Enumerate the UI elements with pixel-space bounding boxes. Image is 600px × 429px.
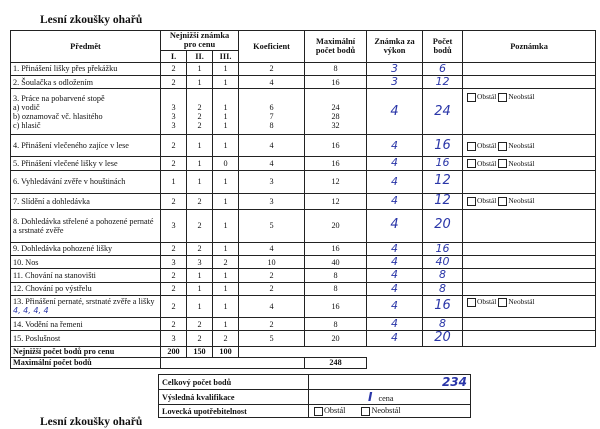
cell-coefficient: 2 (239, 62, 305, 75)
cell-points[interactable]: 16 (423, 242, 463, 255)
neobstal-checkbox[interactable] (498, 93, 507, 102)
cell-coefficient: 4 (239, 76, 305, 89)
neobstal-label: Neobstál (508, 92, 535, 102)
cell-coefficient: 5 (239, 209, 305, 242)
total-points-value: 234 (441, 375, 467, 389)
total-points-label: Celkový počet bodů (159, 375, 309, 390)
cell-coefficient: 4 (239, 135, 305, 157)
cell-coefficient: 2 (239, 282, 305, 295)
cell-note[interactable] (463, 269, 596, 282)
cell-min-iii: 1 (213, 76, 239, 89)
cell-points[interactable]: 8 (423, 282, 463, 295)
cell-grade[interactable]: 4 (367, 170, 423, 193)
row-label: 2. Šoulačka s odložením (11, 76, 161, 89)
cell-max: 16 (305, 157, 367, 170)
neobstal-label: Neobstál (508, 196, 535, 206)
min-points-iii: 100 (213, 346, 239, 357)
cell-max: 20 (305, 331, 367, 347)
cell-max: 16 (305, 296, 367, 318)
cell-coefficient: 10 (239, 256, 305, 269)
obstal-checkbox[interactable] (467, 142, 476, 151)
cell-min-ii: 1 (187, 170, 213, 193)
header-coefficient: Koeficient (239, 31, 305, 63)
cell-min-iii: 2 (213, 256, 239, 269)
cell-grade[interactable]: 3 (367, 76, 423, 89)
cell-min-iii: 1 (213, 296, 239, 318)
cell-points[interactable]: 8 (423, 269, 463, 282)
obstal-label: Obstál (477, 141, 497, 151)
header-subject: Předmět (11, 31, 161, 63)
row-label: 10. Nos (11, 256, 161, 269)
cell-min-ii: 2 (187, 242, 213, 255)
table-row (11, 282, 596, 295)
table-row (11, 296, 596, 318)
table-row (11, 256, 596, 269)
obstal-checkbox[interactable] (467, 93, 476, 102)
header-max-points: Maximální počet bodů (305, 31, 367, 63)
neobstal-label: Neobstál (508, 158, 535, 168)
table-row (11, 209, 596, 242)
cell-min-iii: 1 (213, 282, 239, 295)
cell-min-i: 3 (161, 256, 187, 269)
cell-max: 8 (305, 62, 367, 75)
row-label: 15. Poslušnost (11, 331, 161, 347)
cell-min-i: 3 (161, 209, 187, 242)
row-label (11, 89, 161, 135)
min-points-row (11, 346, 596, 357)
cell-points[interactable]: 40 (423, 256, 463, 269)
cell-max: 16 (305, 76, 367, 89)
cell-min-ii: 1 (187, 76, 213, 89)
min-points-label: Nejnižší počet bodů pro cenu (11, 346, 161, 357)
cell-grade[interactable]: 4 (367, 193, 423, 209)
cell-min-ii: 3 (187, 256, 213, 269)
cell-min-i: 2 (161, 193, 187, 209)
cell-min-iii: 1 (213, 242, 239, 255)
cell-min-iii: 1 (213, 318, 239, 331)
cell-coefficient: 2 (239, 269, 305, 282)
cell-note[interactable] (463, 242, 596, 255)
obstal-label: Obstál (477, 92, 497, 102)
row-label: 11. Chování na stanovišti (11, 269, 161, 282)
cell-min-i: 3 (161, 331, 187, 347)
row-sublabel: b) oznamovač vč. hlasitého (13, 111, 103, 121)
next-page-title: Lesní zkoušky ohařů (40, 416, 143, 428)
cell-max: 20 (305, 209, 367, 242)
cell-min-i: 2 (161, 296, 187, 318)
cell-max: 16 (305, 135, 367, 157)
cell-grade[interactable]: 4 (367, 296, 423, 318)
row-label-main: 13. Přinášení pernaté, srstnaté zvěře a lišky (13, 296, 155, 306)
cell-min-iii: 1 1 1 (213, 89, 239, 135)
neobstal-label: Neobstál (508, 141, 535, 151)
cell-min-ii: 2 (187, 209, 213, 242)
cell-min-i: 2 (161, 242, 187, 255)
header-grade-i: I. (161, 50, 187, 62)
cell-points[interactable]: 16 (423, 296, 463, 318)
cell-note[interactable] (463, 318, 596, 331)
cell-grade[interactable]: 4 (367, 89, 423, 135)
table-row (11, 170, 596, 193)
cell-note[interactable] (463, 62, 596, 75)
cell-grade[interactable]: 4 (367, 242, 423, 255)
cell-points[interactable]: 20 (423, 209, 463, 242)
qualification-suffix: cena (378, 394, 394, 403)
row-label: 4. Přinášení vlečeného zajíce v lese (11, 135, 161, 157)
header-grade: Známka za výkon (367, 31, 423, 63)
table-row (11, 89, 596, 135)
cell-min-ii: 1 (187, 62, 213, 75)
neobstal-checkbox[interactable] (498, 159, 507, 168)
cell-points[interactable]: 6 (423, 62, 463, 75)
cell-min-iii: 1 (213, 193, 239, 209)
cell-points[interactable]: 24 (423, 89, 463, 135)
total-points-cell[interactable] (309, 375, 471, 390)
cell-grade[interactable]: 4 (367, 256, 423, 269)
cell-coefficient: 5 (239, 331, 305, 347)
cell-note (463, 89, 596, 135)
table-row (11, 242, 596, 255)
cell-note (463, 193, 596, 209)
obstal-label: Obstál (477, 196, 497, 206)
score-table (10, 30, 596, 369)
cell-note[interactable] (463, 76, 596, 89)
cell-grade[interactable]: 4 (367, 135, 423, 157)
cell-min-iii: 2 (213, 331, 239, 347)
qualification-label: Výsledná kvalifikace (159, 390, 309, 405)
cell-min-iii: 1 (213, 269, 239, 282)
cell-min-iii: 1 (213, 135, 239, 157)
usability-label: Lovecká upotřebitelnost (159, 405, 309, 418)
cell-min-iii: 1 (213, 62, 239, 75)
cell-note[interactable] (463, 256, 596, 269)
cell-coefficient: 6 7 8 (239, 89, 305, 135)
obstal-checkbox[interactable] (467, 197, 476, 206)
cell-grade[interactable]: 4 (367, 209, 423, 242)
min-points-i: 200 (161, 346, 187, 357)
cell-min-i: 2 (161, 157, 187, 170)
row-label: 1. Přinášení lišky přes překážku (11, 62, 161, 75)
cell-grade[interactable]: 4 (367, 157, 423, 170)
cell-points[interactable]: 12 (423, 170, 463, 193)
usability-neobstal-label: Neobstál (371, 406, 401, 416)
page-title: Lesní zkoušky ohařů (40, 14, 143, 26)
row-label: 14. Vodění na řemeni (11, 318, 161, 331)
cell-max: 8 (305, 282, 367, 295)
cell-points[interactable]: 16 (423, 135, 463, 157)
cell-min-ii: 1 (187, 269, 213, 282)
cell-grade[interactable]: 3 (367, 62, 423, 75)
cell-note[interactable] (463, 209, 596, 242)
cell-note (463, 157, 596, 170)
cell-coefficient: 3 (239, 170, 305, 193)
row-label: 8. Dohledávka střelené a pohozené pernaté a srstnaté zvěře (11, 209, 161, 242)
cell-min-i: 2 (161, 269, 187, 282)
max-points-spacer (161, 357, 305, 368)
cell-min-ii: 2 2 2 (187, 89, 213, 135)
cell-min-i: 3 3 3 (161, 89, 187, 135)
cell-min-i: 2 (161, 318, 187, 331)
cell-max: 8 (305, 318, 367, 331)
cell-coefficient: 3 (239, 193, 305, 209)
cell-points[interactable]: 20 (423, 331, 463, 347)
table-row (11, 135, 596, 157)
header-min-grade: Nejnižší známka pro cenu (161, 31, 239, 51)
cell-max: 24 28 32 (305, 89, 367, 135)
obstal-label: Obstál (477, 297, 497, 306)
cell-max: 16 (305, 242, 367, 255)
cell-note (463, 135, 596, 157)
header-grade-iii: III. (213, 50, 239, 62)
header-grade-ii: II. (187, 50, 213, 62)
neobstal-checkbox[interactable] (498, 197, 507, 206)
cell-max: 12 (305, 170, 367, 193)
cell-min-ii: 2 (187, 318, 213, 331)
cell-max: 12 (305, 193, 367, 209)
row-label: 7. Slídění a dohledávka (11, 193, 161, 209)
min-points-ii: 150 (187, 346, 213, 357)
row-label (11, 296, 161, 318)
table-row (11, 76, 596, 89)
cell-note[interactable] (463, 170, 596, 193)
table-row (11, 157, 596, 170)
cell-coefficient: 4 (239, 242, 305, 255)
row-label: 6. Vyhledávání zvěře v houštinách (11, 170, 161, 193)
obstal-label: Obstál (477, 158, 497, 168)
cell-min-ii: 2 (187, 193, 213, 209)
cell-grade[interactable]: 4 (367, 269, 423, 282)
cell-grade[interactable]: 4 (367, 282, 423, 295)
usability-obstal-checkbox[interactable] (314, 407, 323, 416)
handwritten-annotation: 4, 4, 4, 4 (13, 306, 49, 316)
cell-min-ii: 1 (187, 296, 213, 318)
cell-note[interactable] (463, 282, 596, 295)
header-note: Poznámka (463, 31, 596, 63)
usability-cell (309, 405, 471, 418)
table-row (11, 62, 596, 75)
cell-min-iii: 0 (213, 157, 239, 170)
cell-min-i: 2 (161, 62, 187, 75)
row-label: 5. Přinášení vlečené lišky v lese (11, 157, 161, 170)
cell-grade[interactable]: 4 (367, 318, 423, 331)
table-row (11, 318, 596, 331)
neobstal-label: Neobstál (508, 297, 535, 306)
cell-coefficient: 4 (239, 296, 305, 318)
usability-neobstal-checkbox[interactable] (361, 407, 370, 416)
row-sublabel: c) hlasič (13, 121, 41, 131)
cell-min-i: 1 (161, 170, 187, 193)
cell-min-ii: 1 (187, 135, 213, 157)
cell-min-ii: 2 (187, 331, 213, 347)
cell-points[interactable]: 12 (423, 76, 463, 89)
max-points-label: Maximální počet bodů (11, 357, 161, 368)
cell-note (463, 296, 596, 318)
max-points-row (11, 357, 596, 368)
usability-obstal-label: Obstál (324, 406, 346, 416)
obstal-checkbox[interactable] (467, 159, 476, 168)
cell-min-ii: 1 (187, 157, 213, 170)
cell-min-iii: 1 (213, 209, 239, 242)
cell-min-i: 2 (161, 282, 187, 295)
cell-min-i: 2 (161, 135, 187, 157)
cell-points[interactable]: 16 (423, 157, 463, 170)
qualification-value: I (368, 390, 373, 404)
cell-points[interactable]: 12 (423, 193, 463, 209)
table-row (11, 193, 596, 209)
cell-max: 40 (305, 256, 367, 269)
header-points: Počet bodů (423, 31, 463, 63)
cell-min-i: 2 (161, 76, 187, 89)
cell-points[interactable]: 8 (423, 318, 463, 331)
cell-coefficient: 4 (239, 157, 305, 170)
cell-coefficient: 2 (239, 318, 305, 331)
row-label-main: 3. Práce na pobarvené stopě (13, 93, 105, 103)
cell-max: 8 (305, 269, 367, 282)
summary-table (158, 374, 471, 418)
cell-note[interactable] (463, 331, 596, 347)
max-points-value: 248 (305, 357, 367, 368)
row-label: 12. Chování po výstřelu (11, 282, 161, 295)
obstal-checkbox[interactable] (467, 298, 476, 307)
neobstal-checkbox[interactable] (498, 142, 507, 151)
neobstal-checkbox[interactable] (498, 298, 507, 307)
row-sublabel: a) vodič (13, 102, 40, 112)
table-row (11, 331, 596, 347)
cell-grade[interactable]: 4 (367, 331, 423, 347)
cell-min-ii: 1 (187, 282, 213, 295)
row-label: 9. Dohledávka pohozené lišky (11, 242, 161, 255)
table-row (11, 269, 596, 282)
cell-min-iii: 1 (213, 170, 239, 193)
qualification-cell[interactable] (309, 390, 471, 405)
